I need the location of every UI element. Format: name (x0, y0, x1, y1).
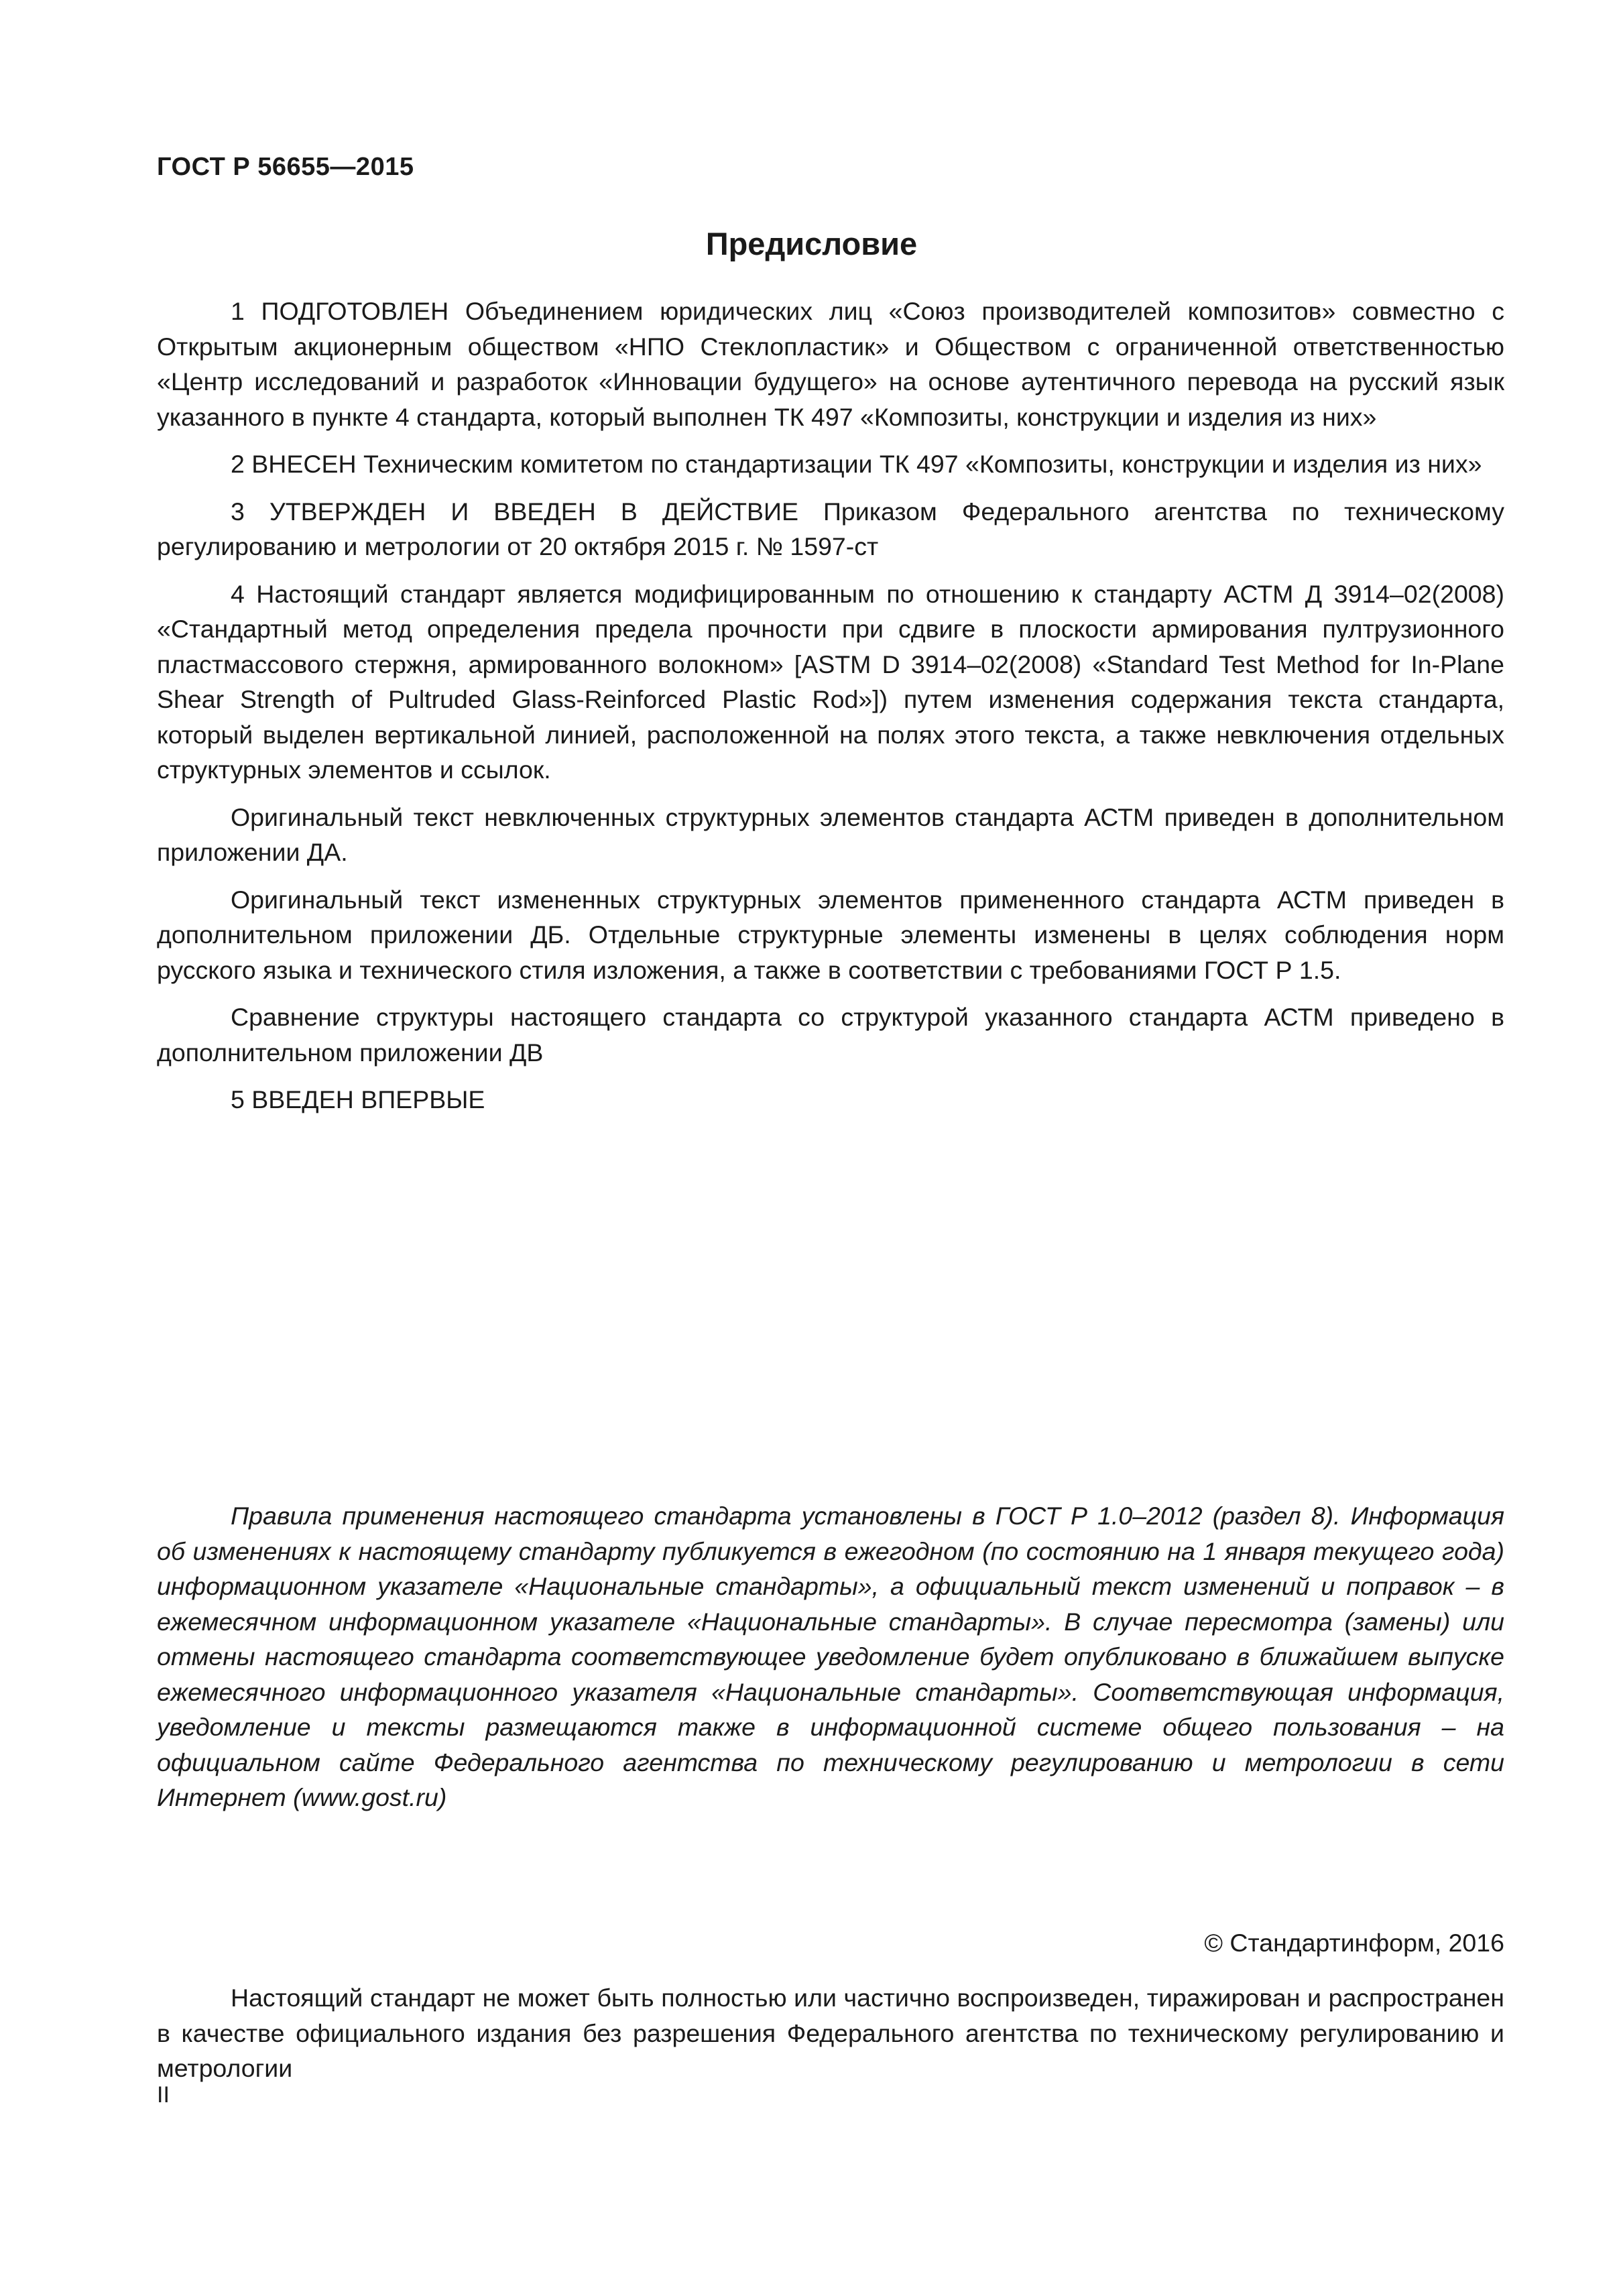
foreword-item-4: 4 Настоящий стандарт является модифицированным по отношению к стандарту АСТМ Д 3914–02(2008) «Стандартный метод определения предела прочности при сдвиге в плоскости армирования пултрузионного пластмассового стержня, армированного волокном» [ASTM D 3914–02(2008) «Standard Test Method for In-Plane Shear Strength of Pultruded Glass-Reinforced Plastic Rod»]) путем изменения содержания текста стандарта, который выделен вертикальной линией, расположенной на полях этого текста, а также невключения отдельных структурных элементов и ссылок. (157, 579, 1504, 784)
copyright-line (1204, 1925, 1504, 1961)
copyright-icon: © (1204, 1929, 1223, 1957)
application-rules-notice: Правила применения настоящего стандарта установлены в ГОСТ Р 1.0–2012 (раздел 8). Информация об изменениях к настоящему стандарту публикуется в ежегодном (по состоянию на 1 января текущего года) информационном указателе «Национальные стандарты», а официальный текст изменений и поправок – в ежемесячном информационном указателе «Национальные стандарты». В случае пересмотра (замены) или отмены настоящего стандарта соответствующее уведомление будет опубликовано в ближайшем выпуске ежемесячного информационного указателя «Национальные стандарты». Соответствующая информация, уведомление и тексты размещаются также в информационной системе общего пользования – на официальном сайте Федерального агентства по техническому регулированию и метрологии в сети Интернет (www.gost.ru) (157, 1502, 1504, 1811)
foreword-item-5: 5 ВВЕДЕН ВПЕРВЫЕ (231, 1085, 485, 1113)
foreword-body (157, 294, 1504, 1117)
foreword-item-3: 3 УТВЕРЖДЕН И ВВЕДЕН В ДЕЙСТВИЕ Приказом Федерального агентства по техническому регулированию и метрологии от 20 октября 2015 г. № 1597-ст (157, 497, 1504, 560)
page-number: II (157, 2082, 170, 2108)
foreword-item-2: 2 ВНЕСЕН Техническим комитетом по стандартизации ТК 497 «Композиты, конструкции и изделия из них» (231, 450, 1482, 478)
page-title: Предисловие (705, 226, 918, 261)
foreword-paragraph-annex-dv: Сравнение структуры настоящего стандарта со структурой указанного стандарта АСТМ приведено в дополнительном приложении ДВ (157, 1003, 1504, 1067)
foreword-paragraph-annex-db: Оригинальный текст измененных структурных элементов примененного стандарта АСТМ приведен в дополнительном приложении ДБ. Отдельные структурные элементы изменены в целях соблюдения норм русского языка и технического стиля изложения, а также в соответствии с требованиями ГОСТ Р 1.5. (157, 885, 1504, 984)
copyright-text: Стандартинформ, 2016 (1229, 1929, 1504, 1957)
foreword-paragraph-annex-da: Оригинальный текст невключенных структурных элементов стандарта АСТМ приведен в дополнительном приложении ДА. (157, 802, 1504, 866)
reproduction-rights-text: Настоящий стандарт не может быть полностью или частично воспроизведен, тиражирован и распространен в качестве официального издания без разрешения Федерального агентства по техническому регулированию и метрологии (157, 1984, 1504, 2082)
foreword-item-1: 1 ПОДГОТОВЛЕН Объединением юридических лиц «Союз производителей композитов» совместно с Открытым акционерным обществом «НПО Стеклопластик» и Обществом с ограниченной ответственностью «Центр исследований и разработок «Инновации будущего» на основе аутентичного перевода на русский язык указанного в пункте 4 стандарта, который выполнен ТК 497 «Композиты, конструкции и изделия из них» (157, 297, 1504, 431)
standard-code: ГОСТ Р 56655—2015 (157, 153, 414, 181)
